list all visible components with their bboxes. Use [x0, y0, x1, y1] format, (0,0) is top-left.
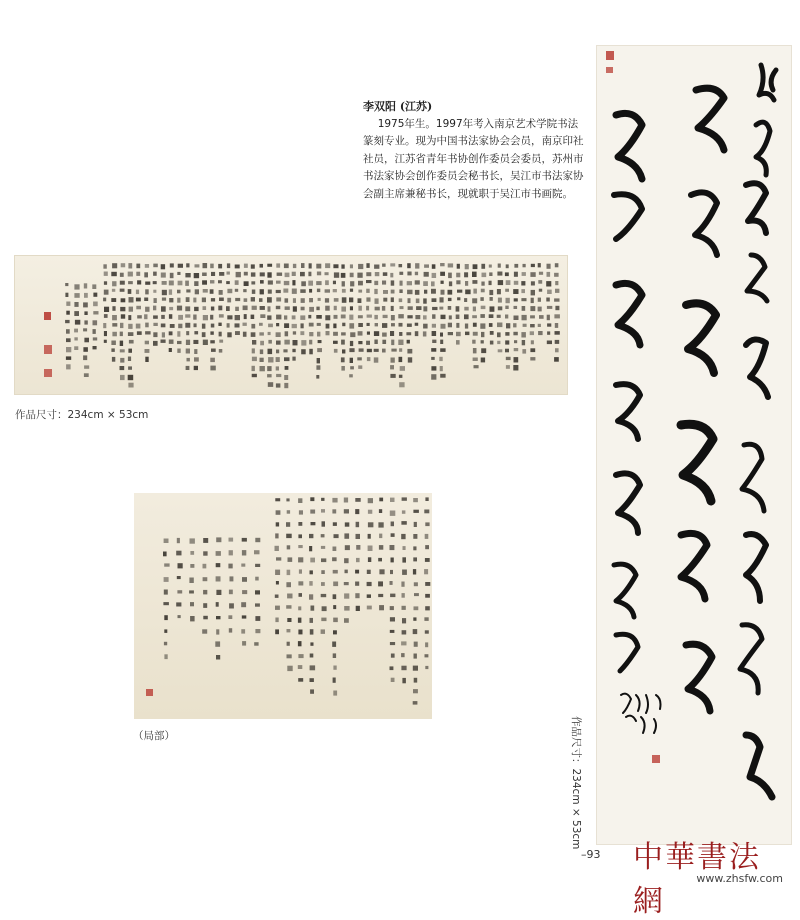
artist-bio-text: 1975年生。1997年考入南京艺术学院书法篆刻专业。现为中国书法家协会会员，南京印社社员，江苏省青年书协创作委员会委员，苏州市书法家协会创作委员会秘书长，吴江市书法家协会副主席兼秘书长，现就职于吴江市书画院。 — [363, 117, 584, 200]
watermark-site-name: 中華書法網 — [633, 840, 761, 919]
artist-name: 李双阳 (江苏) — [363, 100, 433, 113]
horizontal-calligraphy-image — [14, 255, 568, 395]
detail-caption: （局部） — [133, 730, 175, 742]
site-watermark — [633, 832, 793, 919]
detail-calligraphy-script — [134, 493, 432, 719]
horizontal-work-size-caption: 作品尺寸：234cm × 53cm — [15, 409, 149, 421]
artist-bio — [363, 98, 585, 203]
vertical-cursive-script — [596, 45, 792, 845]
vertical-calligraphy-image — [596, 45, 792, 845]
vertical-work-size-caption — [566, 716, 596, 850]
page-number: –93 — [581, 848, 601, 861]
vertical-work-size-caption-text: 作品尺寸：234cm × 53cm — [570, 716, 582, 850]
detail-calligraphy-image — [134, 493, 432, 719]
horizontal-calligraphy-script — [14, 255, 568, 395]
watermark-url: www.zhsfw.com — [696, 872, 783, 885]
